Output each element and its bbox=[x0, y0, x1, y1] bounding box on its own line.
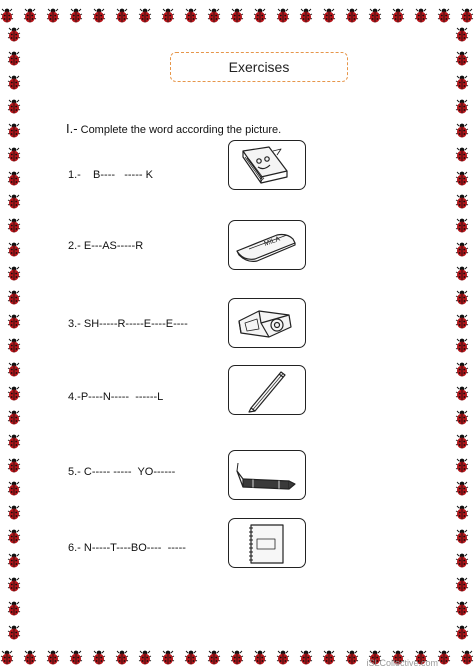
ladybug-icon bbox=[253, 7, 267, 23]
ladybug-icon bbox=[7, 504, 21, 520]
instruction bbox=[66, 121, 281, 136]
ladybug-icon bbox=[455, 480, 469, 496]
exercise-item-1: 1.- B---- ----- K bbox=[68, 169, 153, 181]
ladybug-icon bbox=[276, 7, 290, 23]
ladybug-icon bbox=[455, 313, 469, 329]
ladybug-icon bbox=[455, 122, 469, 138]
ladybug-icon bbox=[455, 170, 469, 186]
ladybug-icon bbox=[7, 385, 21, 401]
ladybug-icon bbox=[7, 146, 21, 162]
ladybug-icon bbox=[161, 649, 175, 665]
ladybug-icon bbox=[7, 98, 21, 114]
exercise-item-4: 4.-P----N----- ------L bbox=[68, 391, 164, 403]
exercise-item-5: 5.- C----- ----- YO------ bbox=[68, 466, 176, 478]
ladybug-icon bbox=[7, 74, 21, 90]
instruction-text: Complete the word according the picture. bbox=[77, 124, 282, 136]
ladybug-icon bbox=[455, 74, 469, 90]
ladybug-icon bbox=[230, 7, 244, 23]
ladybug-icon bbox=[455, 98, 469, 114]
ladybug-icon bbox=[322, 7, 336, 23]
ladybug-icon bbox=[115, 649, 129, 665]
ladybug-icon bbox=[455, 624, 469, 640]
ladybug-icon bbox=[455, 576, 469, 592]
ladybug-icon bbox=[455, 552, 469, 568]
ladybug-icon bbox=[455, 265, 469, 281]
ladybug-icon bbox=[455, 241, 469, 257]
ladybug-icon bbox=[7, 289, 21, 305]
instruction-number: I.- bbox=[66, 121, 78, 136]
ladybug-icon bbox=[7, 576, 21, 592]
ladybug-icon bbox=[455, 193, 469, 209]
notebook-icon bbox=[229, 519, 304, 566]
ladybug-icon bbox=[7, 26, 21, 42]
ladybug-icon bbox=[322, 649, 336, 665]
ladybug-border-right bbox=[452, 0, 474, 670]
picture-frame-3 bbox=[228, 298, 306, 348]
ladybug-icon bbox=[455, 361, 469, 377]
ladybug-border-top bbox=[0, 4, 474, 26]
ladybug-icon bbox=[7, 193, 21, 209]
ladybug-icon bbox=[7, 50, 21, 66]
ladybug-icon bbox=[207, 7, 221, 23]
ladybug-icon bbox=[207, 649, 221, 665]
ladybug-icon bbox=[345, 7, 359, 23]
ladybug-icon bbox=[46, 649, 60, 665]
eraser-brand-text: MILA bbox=[263, 235, 282, 248]
ladybug-icon bbox=[7, 624, 21, 640]
picture-frame-2 bbox=[228, 220, 306, 270]
ladybug-icon bbox=[92, 649, 106, 665]
ladybug-icon bbox=[455, 217, 469, 233]
picture-frame-5 bbox=[228, 450, 306, 500]
ladybug-icon bbox=[7, 552, 21, 568]
ladybug-icon bbox=[368, 7, 382, 23]
ladybug-icon bbox=[414, 7, 428, 23]
ladybug-icon bbox=[69, 7, 83, 23]
ladybug-icon bbox=[455, 457, 469, 473]
ladybug-icon bbox=[138, 7, 152, 23]
ladybug-icon bbox=[455, 385, 469, 401]
sharpener-icon bbox=[229, 299, 304, 346]
ladybug-icon bbox=[455, 289, 469, 305]
ladybug-icon bbox=[7, 457, 21, 473]
ladybug-icon bbox=[7, 480, 21, 496]
watermark: iSLCollective.com bbox=[366, 658, 438, 668]
eraser-icon bbox=[229, 221, 304, 268]
crayon-icon bbox=[229, 451, 304, 498]
ladybug-icon bbox=[7, 265, 21, 281]
ladybug-icon bbox=[455, 409, 469, 425]
page-title bbox=[170, 52, 348, 82]
ladybug-icon bbox=[437, 649, 451, 665]
ladybug-icon bbox=[138, 649, 152, 665]
page-title-text: Exercises bbox=[228, 59, 290, 75]
ladybug-icon bbox=[455, 26, 469, 42]
ladybug-icon bbox=[7, 241, 21, 257]
ladybug-icon bbox=[253, 649, 267, 665]
ladybug-icon bbox=[184, 649, 198, 665]
ladybug-icon bbox=[69, 649, 83, 665]
ladybug-icon bbox=[437, 7, 451, 23]
ladybug-icon bbox=[115, 7, 129, 23]
ladybug-icon bbox=[391, 7, 405, 23]
ladybug-icon bbox=[230, 649, 244, 665]
ladybug-icon bbox=[455, 146, 469, 162]
ladybug-icon bbox=[276, 649, 290, 665]
book-icon bbox=[229, 141, 304, 188]
ladybug-icon bbox=[161, 7, 175, 23]
ladybug-icon bbox=[184, 7, 198, 23]
exercise-item-6: 6.- N-----T----BO---- ----- bbox=[68, 542, 186, 554]
ladybug-icon bbox=[345, 649, 359, 665]
ladybug-icon bbox=[7, 313, 21, 329]
ladybug-icon bbox=[7, 122, 21, 138]
picture-frame-4 bbox=[228, 365, 306, 415]
ladybug-icon bbox=[455, 433, 469, 449]
ladybug-border-left bbox=[4, 0, 26, 670]
ladybug-icon bbox=[455, 50, 469, 66]
ladybug-icon bbox=[299, 649, 313, 665]
exercise-item-3: 3.- SH-----R-----E----E---- bbox=[68, 318, 188, 330]
ladybug-icon bbox=[455, 337, 469, 353]
ladybug-icon bbox=[299, 7, 313, 23]
ladybug-icon bbox=[7, 600, 21, 616]
ladybug-icon bbox=[7, 528, 21, 544]
picture-frame-6 bbox=[228, 518, 306, 568]
ladybug-icon bbox=[92, 7, 106, 23]
picture-frame-1 bbox=[228, 140, 306, 190]
ladybug-icon bbox=[7, 361, 21, 377]
ladybug-icon bbox=[46, 7, 60, 23]
ladybug-icon bbox=[455, 504, 469, 520]
ladybug-icon bbox=[455, 600, 469, 616]
ladybug-icon bbox=[7, 217, 21, 233]
exercise-item-2: 2.- E---AS-----R bbox=[68, 240, 144, 252]
ladybug-icon bbox=[7, 337, 21, 353]
ladybug-icon bbox=[7, 409, 21, 425]
ladybug-icon bbox=[7, 433, 21, 449]
pencil-icon bbox=[229, 366, 304, 413]
ladybug-icon bbox=[455, 528, 469, 544]
worksheet bbox=[30, 28, 444, 638]
ladybug-icon bbox=[7, 170, 21, 186]
